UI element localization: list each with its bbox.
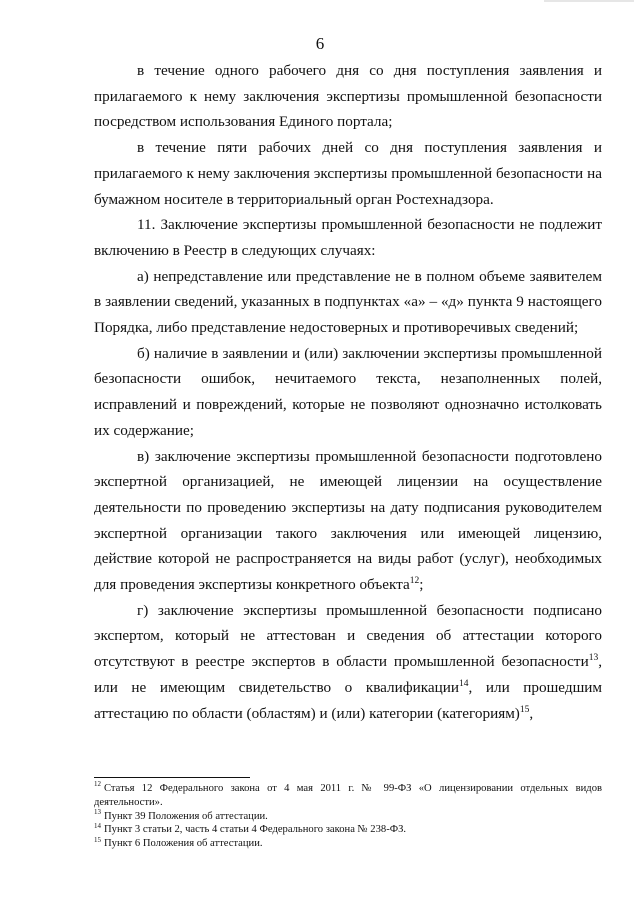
paragraph-text: б) наличие в заявлении и (или) заключении экспертизы промышленной безопасности ошибок, нечитаемого текста, незаполненных полей, исправлений и повреждений, которые не позволяют однозначно истолковать их содержание; (94, 344, 602, 439)
paragraph-item-a (94, 264, 602, 341)
footnote-15 (94, 837, 602, 851)
paragraph-one-day-portal (94, 58, 602, 135)
paragraph-text: г) заключение экспертизы промышленной безопасности подписано экспертом, который не аттестован и сведения об аттестации которого отсутствуют в реестре экспертов в области промышленной безопасности (94, 601, 602, 671)
footnotes (94, 782, 602, 851)
paragraph-text: 11. Заключение экспертизы промышленной безопасности не подлежит включению в Реестр в следующих случаях: (94, 216, 602, 259)
paragraph-text: , или не имеющим свидетельство о квалификации (94, 653, 602, 696)
footnote-text: Пункт 6 Положения об аттестации. (104, 838, 263, 850)
footnote-14 (94, 823, 602, 837)
footnote-ref-15[interactable]: 15 (519, 704, 530, 715)
footnote-divider (94, 777, 250, 778)
paragraph-punctuation: ; (419, 576, 424, 594)
paragraph-item-b (94, 341, 602, 444)
footnote-number: 15 (94, 835, 101, 844)
footnote-ref-12[interactable]: 12 (409, 576, 420, 586)
footnote-text: Статья 12 Федерального закона от 4 мая 2011 г. № 99-ФЗ «О лицензировании отдельных видов деятельности». (94, 783, 602, 808)
paragraph-text: а) непредставление или представление не в полном объеме заявителем в заявлении сведений, указанных в подпунктах «а» – «д» пункта 9 настоящего Порядка, либо представление недостоверных и противоречивых сведений; (94, 267, 602, 337)
footnote-number: 14 (94, 821, 101, 830)
paragraph-clause-11 (94, 212, 602, 263)
footnote-ref-14[interactable]: 14 (459, 678, 469, 689)
page-number: 6 (315, 34, 325, 53)
paragraph-text: в течение одного рабочего дня со дня поступления заявления и прилагаемого к нему заключения экспертизы промышленной безопасности посредством использования Единого портала; (94, 62, 602, 131)
footnote-text: Пункт 39 Положения об аттестации. (104, 810, 268, 822)
footnote-text: Пункт 3 статьи 2, часть 4 статьи 4 Федерального закона № 238-ФЗ. (104, 824, 407, 836)
body-text (94, 58, 602, 726)
paragraph-punctuation: , (529, 704, 534, 722)
paragraph-item-v (94, 444, 602, 598)
footnote-13 (94, 810, 602, 824)
paragraph-text: в течение пяти рабочих дней со дня поступления заявления и прилагаемого к нему заключения экспертизы промышленной безопасности на бумажном носителе в территориальный орган Ростехнадзора. (94, 139, 602, 208)
footnote-number: 13 (94, 808, 101, 817)
paragraph-text: , или прошедшим аттестацию по области (областям) и (или) категории (категориям) (94, 678, 602, 722)
footnote-number: 12 (94, 780, 101, 789)
paragraph-item-g (94, 598, 602, 727)
paragraph-five-days-paper (94, 135, 602, 212)
footnote-12 (94, 782, 602, 810)
paragraph-text: в) заключение экспертизы промышленной безопасности подготовлено экспертной организацией, не имеющей лицензии на осуществление деятельности по проведению экспертизы на дату подписания руководителем экспертной организации такого заключения или имеющей лицензию, действие которой не распространяется на виды работ (услуг), необходимых для проведения экспертизы конкретного объекта (94, 447, 602, 594)
scan-artifact-line (544, 0, 634, 2)
footnote-ref-13[interactable]: 13 (588, 653, 599, 664)
